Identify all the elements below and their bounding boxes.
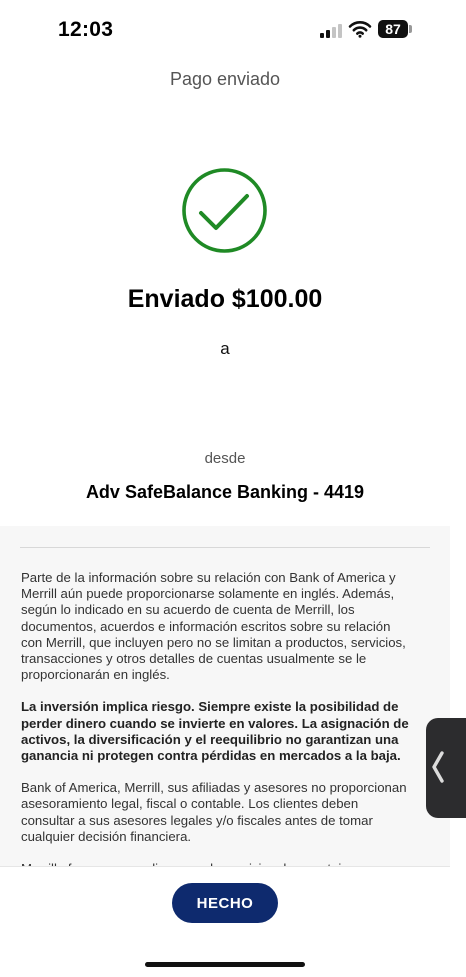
disclosure-line: activos, la diversificación y el reequilibrio no garantizan una	[21, 731, 399, 747]
disclosure-scroll-area[interactable]	[0, 526, 450, 866]
disclosure-line: La inversión implica riesgo. Siempre existe la posibilidad de	[21, 699, 399, 715]
status-time: 12:03	[58, 18, 114, 41]
home-indicator	[145, 962, 305, 967]
disclosure-line: asesoramiento legal, fiscal o contable. Los clientes deben	[21, 796, 359, 812]
disclosure-line: transacciones y otros detalles de cuentas usualmente se le	[21, 651, 367, 667]
disclosure-line: ganancia ni protegen contra pérdidas en mercados a la baja.	[21, 748, 401, 764]
source-account-name: Adv SafeBalance Banking - 4419	[85, 482, 365, 502]
disclosure-text	[21, 570, 446, 909]
battery-cap	[409, 25, 412, 33]
sent-amount: Enviado $100.00	[127, 285, 323, 313]
disclosure-line: con Merrill, que incluyen pero no se limitan a productos, servicios,	[21, 634, 406, 650]
status-bar	[0, 0, 450, 60]
disclosure-line: documentos, acuerdos e información escritos sobre su relación	[21, 618, 391, 634]
page-title: Pago enviado	[169, 69, 281, 89]
disclosure-paragraph-language	[21, 570, 446, 683]
wifi-icon	[349, 20, 371, 38]
disclosure-line: Merrill aún puede proporcionarse solamente en inglés. Además,	[21, 586, 395, 602]
divider	[20, 547, 430, 548]
disclosure-paragraph-risk	[21, 699, 446, 764]
disclosure-line: cualquier decisión financiera.	[21, 828, 192, 844]
checkmark-circle-icon	[182, 168, 267, 253]
disclosure-paragraph-advice	[21, 780, 446, 845]
from-label: desde	[204, 450, 246, 467]
disclosure-line: consultar a sus asesores legales y/o fiscales antes de tomar	[21, 812, 373, 828]
done-button[interactable]: HECHO	[172, 883, 278, 923]
disclosure-line: según lo indicado en su acuerdo de cuenta de Merrill, los	[21, 602, 355, 618]
chevron-left-icon[interactable]	[430, 749, 446, 785]
disclosure-line: Parte de la información sobre su relación con Bank of America y	[21, 570, 396, 585]
disclosure-line: Bank of America, Merrill, sus afiliadas y asesores no proporcionan	[21, 780, 407, 796]
battery-level: 87	[385, 21, 401, 37]
disclosure-line: proporcionarán en inglés.	[21, 667, 170, 683]
disclosure-line: perder dinero cuando se invierte en valores. La asignación de	[21, 715, 409, 731]
recipient-label: a	[220, 339, 230, 358]
battery-icon	[378, 20, 408, 38]
signal-icon	[320, 22, 344, 38]
